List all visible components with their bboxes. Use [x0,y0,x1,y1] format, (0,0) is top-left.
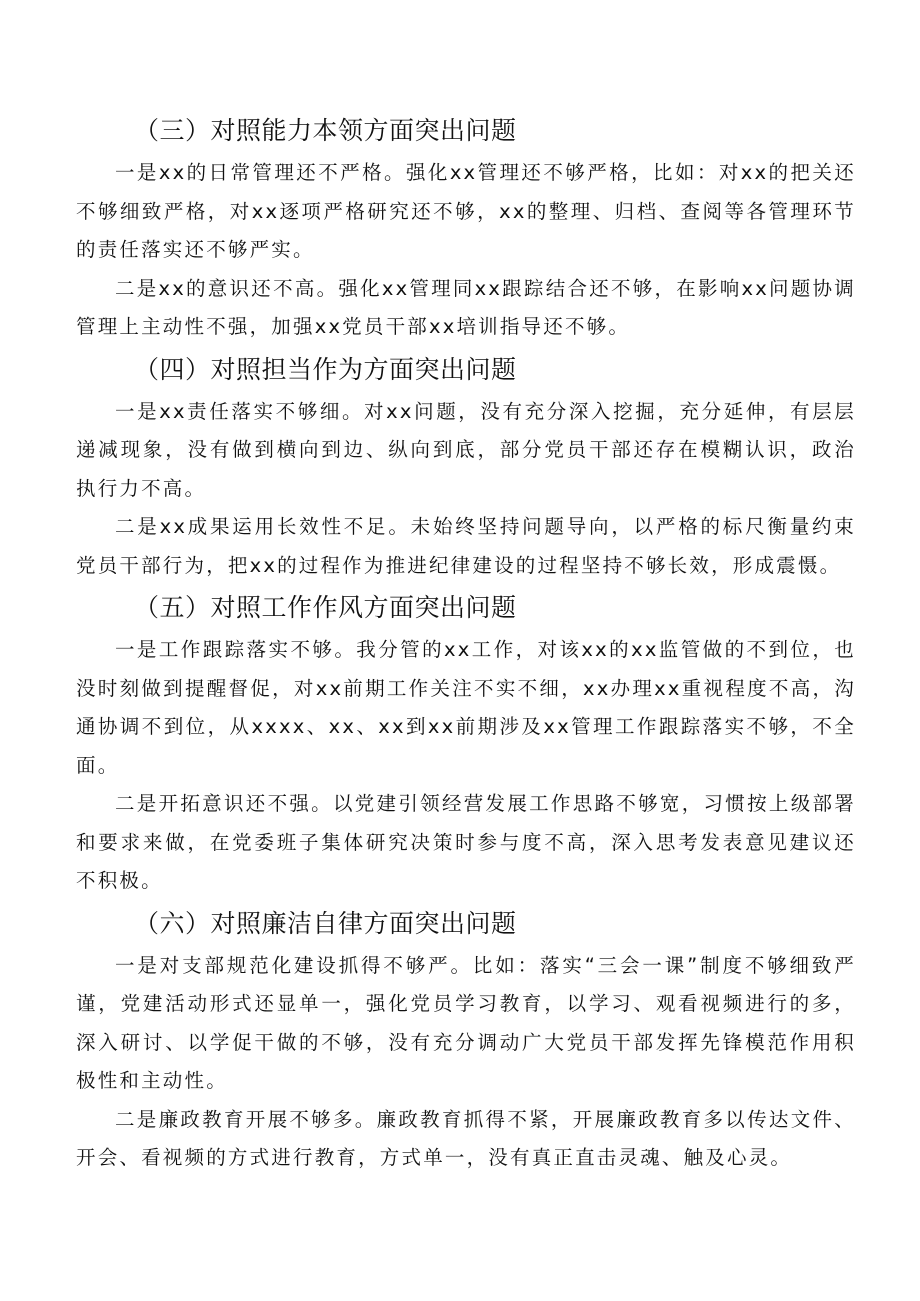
section-heading: （五）对照工作作风方面突出问题 [134,593,517,622]
paragraph: 二是xx的意识还不高。强化xx管理同xx跟踪结合还不够，在影响xx问题协调管理上主动性不强，加强xx党员干部xx培训指导还不够。 [76,276,856,338]
paragraph: 二是廉政教育开展不够多。廉政教育抓得不紧，开展廉政教育多以传达文件、开会、看视频的方式进行教育，方式单一，没有真正直击灵魂、触及心灵。 [76,1107,856,1169]
paragraph: 一是xx的日常管理还不严格。强化xx管理还不够严格，比如：对xx的把关还不够细致严格，对xx逐项严格研究还不够，xx的整理、归档、查阅等各管理环节的责任落实还不够严实。 [76,161,856,261]
paragraph: 一是工作跟踪落实不够。我分管的xx工作，对该xx的xx监管做的不到位，也没时刻做到提醒督促，对xx前期工作关注不实不细，xx办理xx重视程度不高，沟通协调不到位，从xxxx、xx、xx到xx前期涉及xx管理工作跟踪落实不够，不全面。 [76,638,856,777]
section-heading: （四）对照担当作为方面突出问题 [134,354,517,384]
section-ability [76,108,856,347]
section-work-style [76,585,856,901]
section-heading: （三）对照能力本领方面突出问题 [134,116,517,145]
section-heading: （六）对照廉洁自律方面突出问题 [134,908,517,938]
paragraph: 一是对支部规范化建设抓得不够严。比如：落实“三会一课”制度不够细致严谨，党建活动形式还显单一，强化党员学习教育，以学习、观看视频进行的多，深入研讨、以学促干做的不够，没有充分调动广大党员干部发挥先锋模范作用积极性和主动性。 [76,953,856,1092]
paragraph: 二是xx成果运用长效性不足。未始终坚持问题导向，以严格的标尺衡量约束党员干部行为，把xx的过程作为推进纪律建设的过程坚持不够长效，形成震慑。 [76,515,856,577]
section-responsibility [76,347,856,586]
paragraph: 二是开拓意识还不强。以党建引领经营发展工作思路不够宽，习惯按上级部署和要求来做，在党委班子集体研究决策时参与度不高，深入思考发表意见建议还不积极。 [76,792,856,892]
section-integrity [76,901,856,1178]
paragraph: 一是xx责任落实不够细。对xx问题，没有充分深入挖掘，充分延伸，有层层递减现象，没有做到横向到边、纵向到底，部分党员干部还存在模糊认识，政治执行力不高。 [76,399,856,500]
